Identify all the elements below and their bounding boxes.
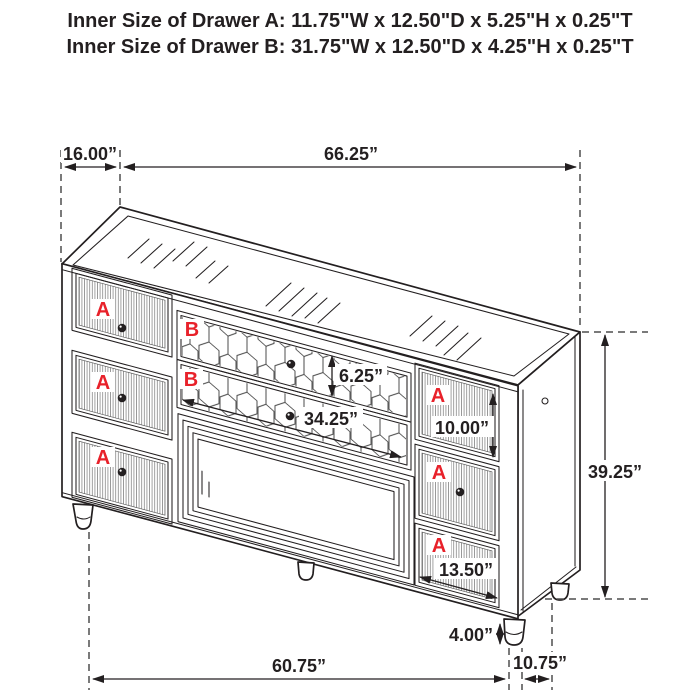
dim-base-side-depth: 10.75” xyxy=(512,653,568,673)
dim-overall-height: 39.25” xyxy=(587,462,643,482)
label-drawer-b-bottom: B xyxy=(183,369,199,391)
leg-back-right xyxy=(551,583,569,600)
label-drawer-a-left-top: A xyxy=(95,299,111,321)
label-drawer-b-top: B xyxy=(184,319,200,341)
dim-base-front-width: 60.75” xyxy=(271,656,327,676)
dim-top-side-depth: 16.00” xyxy=(62,144,118,164)
label-drawer-a-right-bottom: A xyxy=(431,535,447,557)
dim-drawer-a-right-height: 10.00” xyxy=(434,418,490,438)
dim-leg-height: 4.00” xyxy=(448,625,494,645)
label-drawer-a-left-bottom: A xyxy=(95,447,111,469)
dim-drawer-b-width: 34.25” xyxy=(303,409,359,429)
label-drawer-a-right-top: A xyxy=(430,385,446,407)
header-drawer-b-size: Inner Size of Drawer B: 31.75"W x 12.50"D x 4.25"H x 0.25"T xyxy=(66,36,634,58)
header-drawer-a-size: Inner Size of Drawer A: 11.75"W x 12.50"D x 5.25"H x 0.25"T xyxy=(67,10,633,32)
label-drawer-a-right-middle: A xyxy=(431,462,447,484)
dim-drawer-b-height: 6.25” xyxy=(338,366,384,386)
leg-middle xyxy=(298,562,314,580)
dim-drawer-a-right-width: 13.50” xyxy=(438,560,494,580)
dim-top-width: 66.25” xyxy=(323,144,379,164)
label-drawer-a-left-middle: A xyxy=(95,372,111,394)
